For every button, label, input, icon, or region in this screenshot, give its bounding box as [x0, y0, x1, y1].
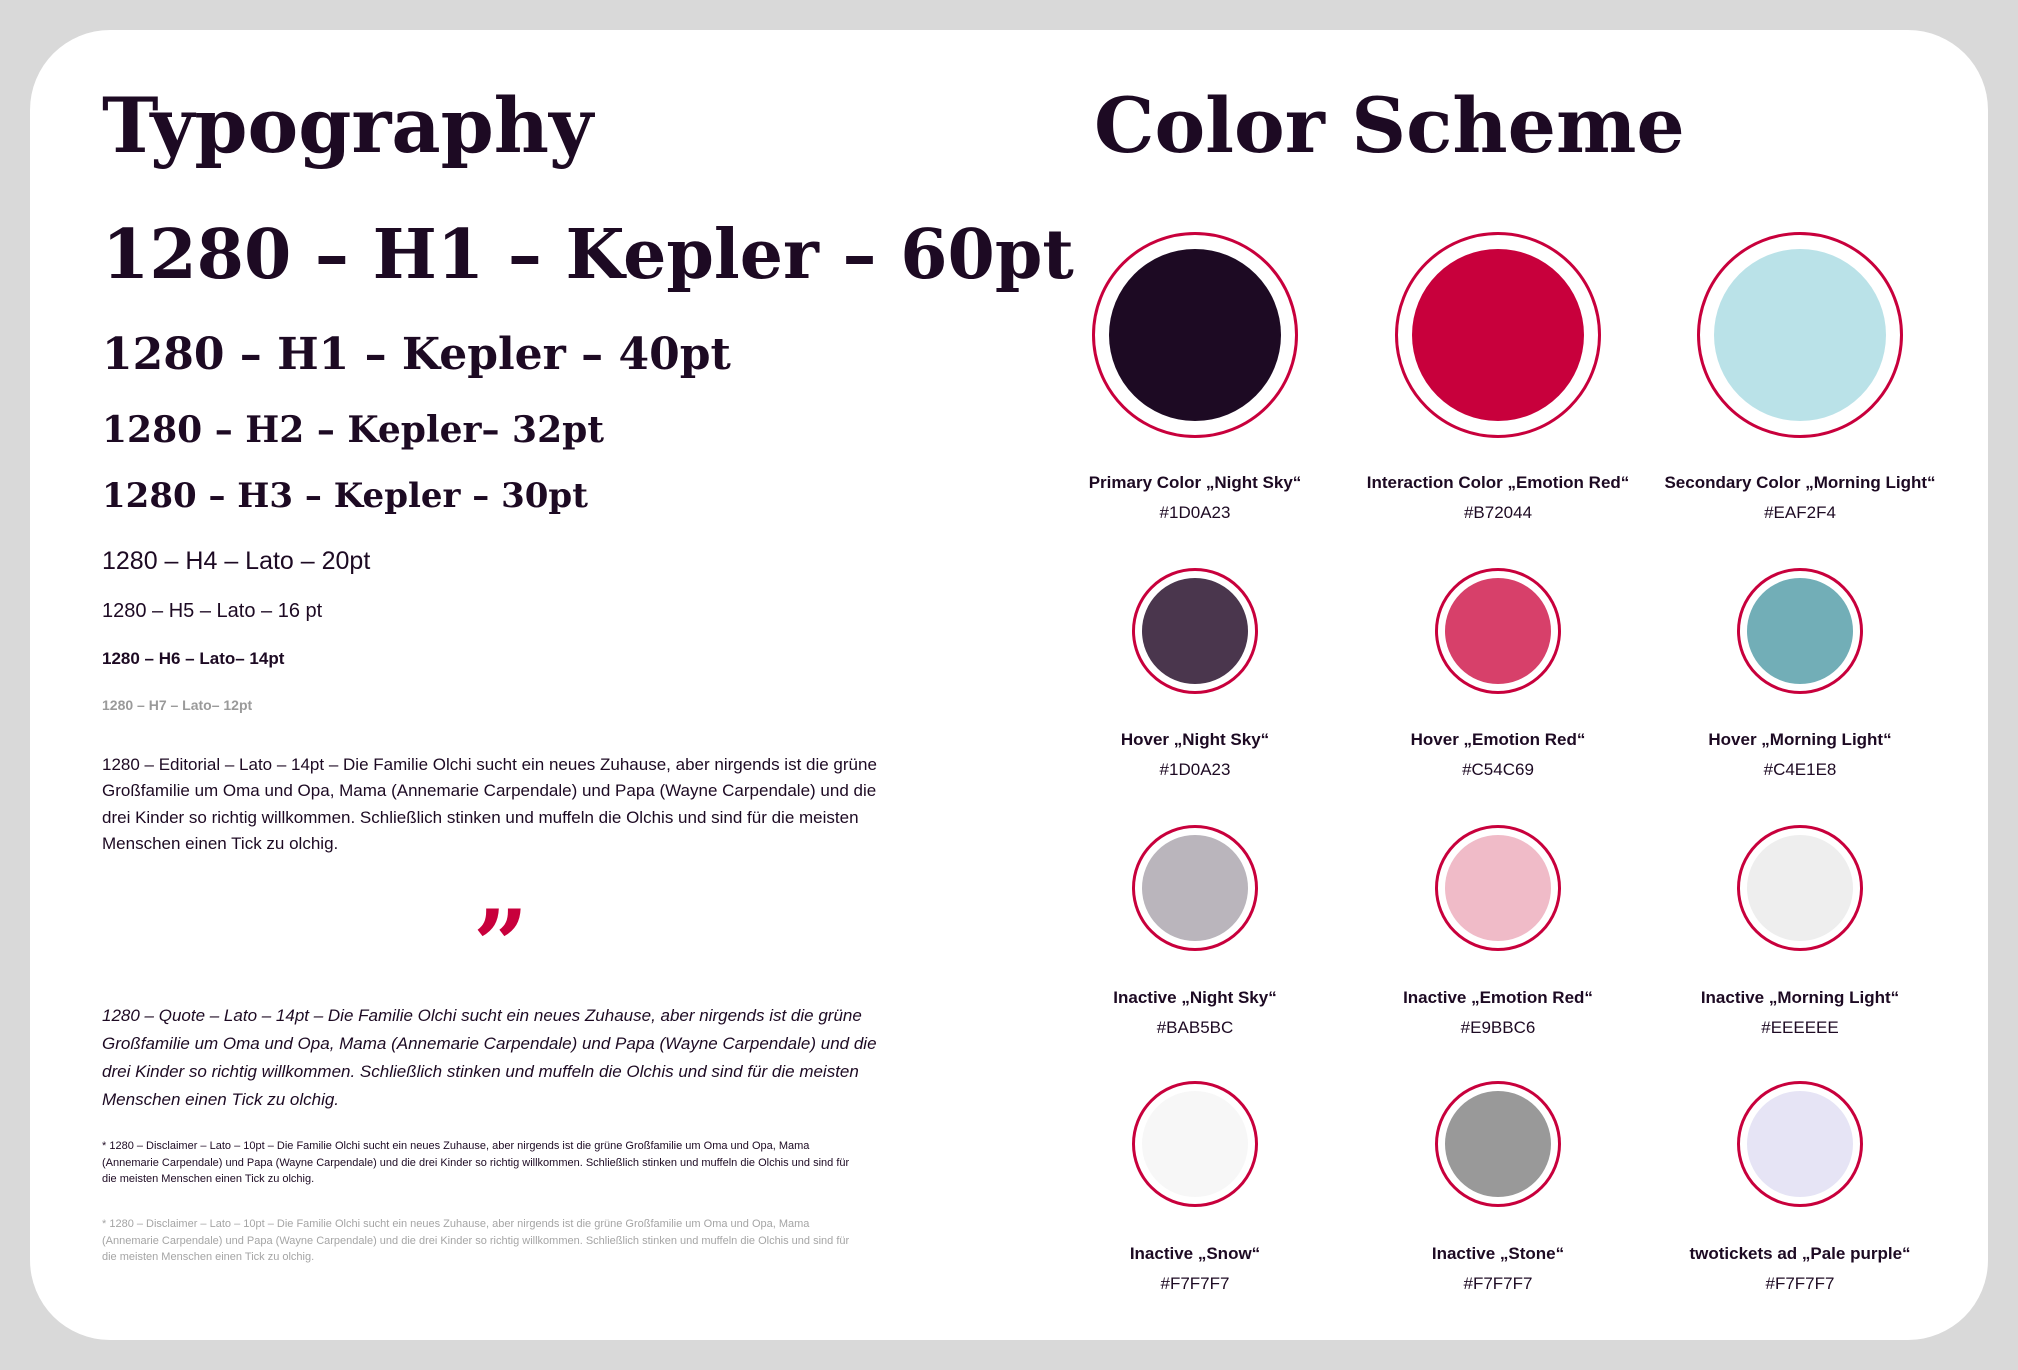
- swatch-name: Primary Color „Night Sky“: [1088, 473, 1302, 492]
- quote-mark-icon: ”: [473, 889, 529, 1002]
- sample-h1-60pt: 1280 – H1 – Kepler – 60pt: [102, 215, 1074, 295]
- sample-h3-30pt: 1280 – H3 – Kepler – 30pt: [102, 476, 588, 516]
- swatch-circle: [1445, 578, 1551, 684]
- swatch-hex-code: #F7F7F7: [1765, 1274, 1835, 1293]
- sample-h2-32pt: 1280 – H2 – Kepler– 32pt: [102, 409, 604, 451]
- swatch-circle: [1747, 1091, 1853, 1197]
- swatch-hex-code: #1D0A23: [1159, 503, 1231, 522]
- typography-title: Typography: [102, 81, 594, 170]
- color-scheme-title: Color Scheme: [1094, 81, 1685, 170]
- sample-h6-14pt: 1280 – H6 – Lato– 14pt: [102, 649, 285, 668]
- swatch-name: twotickets ad „Pale purple“: [1689, 1244, 1911, 1263]
- sample-h4-20pt: 1280 – H4 – Lato – 20pt: [102, 547, 371, 575]
- swatch-circle: [1445, 835, 1551, 941]
- swatch-circle: [1747, 578, 1853, 684]
- swatch-hex-code: #1D0A23: [1159, 760, 1231, 779]
- swatch-hex-code: #EAF2F4: [1764, 503, 1836, 522]
- swatch-circle: [1714, 249, 1886, 421]
- swatch-hex-code: #C54C69: [1462, 760, 1534, 779]
- swatch-hex-code: #E9BBC6: [1460, 1018, 1536, 1037]
- swatch-name: Inactive „Emotion Red“: [1403, 988, 1593, 1007]
- sample-editorial-text: 1280 – Editorial – Lato – 14pt – Die Familie Olchi sucht ein neues Zuhause, aber nirgends ist die grüne Großfamilie um Oma und Opa, Mama (Annemarie Carpendale) und Papa (Wayne Carpendale) und die drei Kinder so richtig willkommen. Schließlich stinken und muffeln die Olchis und sind für die meisten Menschen einen Tick zu olchig.: [102, 755, 877, 854]
- style-guide-card: [30, 30, 1988, 1340]
- swatch-name: Inactive „Snow“: [1129, 1244, 1261, 1263]
- sample-disclaimer-dark: * 1280 – Disclaimer – Lato – 10pt – Die Familie Olchi sucht ein neues Zuhause, aber nirgends ist die grüne Großfamilie um Oma und Opa, Mama (Annemarie Carpendale) und Papa (Wayne Carpendale) und die drei Kinder so richtig willkommen. Schließlich stinken und muffeln die Olchis und sind für die meisten Menschen einen Tick zu olchig.: [102, 1140, 850, 1185]
- sample-disclaimer-light: * 1280 – Disclaimer – Lato – 10pt – Die Familie Olchi sucht ein neues Zuhause, aber nirgends ist die grüne Großfamilie um Oma und Opa, Mama (Annemarie Carpendale) und Papa (Wayne Carpendale) und die drei Kinder so richtig willkommen. Schließlich stinken und muffeln die Olchis und sind für die meisten Menschen einen Tick zu olchig.: [102, 1218, 850, 1263]
- swatch-circle: [1109, 249, 1281, 421]
- swatch-hex-code: #EEEEEE: [1761, 1018, 1839, 1037]
- swatch-name: Hover „Night Sky“: [1120, 730, 1270, 749]
- sample-h1-40pt: 1280 – H1 – Kepler – 40pt: [102, 329, 731, 380]
- swatch-circle: [1142, 1091, 1248, 1197]
- swatch-circle: [1445, 1091, 1551, 1197]
- swatch-circle: [1747, 835, 1853, 941]
- swatch-hex-code: #F7F7F7: [1160, 1274, 1230, 1293]
- swatch-hex-code: #F7F7F7: [1463, 1274, 1533, 1293]
- swatch-circle: [1142, 835, 1248, 941]
- sample-quote-text: 1280 – Quote – Lato – 14pt – Die Familie Olchi sucht ein neues Zuhause, aber nirgends ist die grüne Großfamilie um Oma und Opa, Mama (Annemarie Carpendale) und Papa (Wayne Carpendale) und die drei Kinder so richtig willkommen. Schließlich stinken und muffeln die Olchis und sind für die meisten Menschen einen Tick zu olchig.: [102, 1006, 877, 1110]
- swatch-name: Inactive „Night Sky“: [1113, 988, 1277, 1007]
- sample-h5-16pt: 1280 – H5 – Lato – 16 pt: [102, 600, 323, 622]
- swatch-circle: [1142, 578, 1248, 684]
- swatch-hex-code: #BAB5BC: [1156, 1018, 1234, 1037]
- swatch-name: Inactive „Morning Light“: [1700, 988, 1900, 1007]
- swatch-circle: [1412, 249, 1584, 421]
- swatch-name: Secondary Color „Morning Light“: [1664, 473, 1936, 492]
- swatch-name: Interaction Color „Emotion Red“: [1366, 473, 1630, 492]
- swatch-hex-code: #B72044: [1463, 503, 1533, 522]
- swatch-name: Hover „Emotion Red“: [1410, 730, 1586, 749]
- sample-h7-12pt: 1280 – H7 – Lato– 12pt: [102, 697, 253, 713]
- swatch-hex-code: #C4E1E8: [1763, 760, 1837, 779]
- swatch-name: Inactive „Stone“: [1431, 1244, 1565, 1263]
- swatch-name: Hover „Morning Light“: [1708, 730, 1892, 749]
